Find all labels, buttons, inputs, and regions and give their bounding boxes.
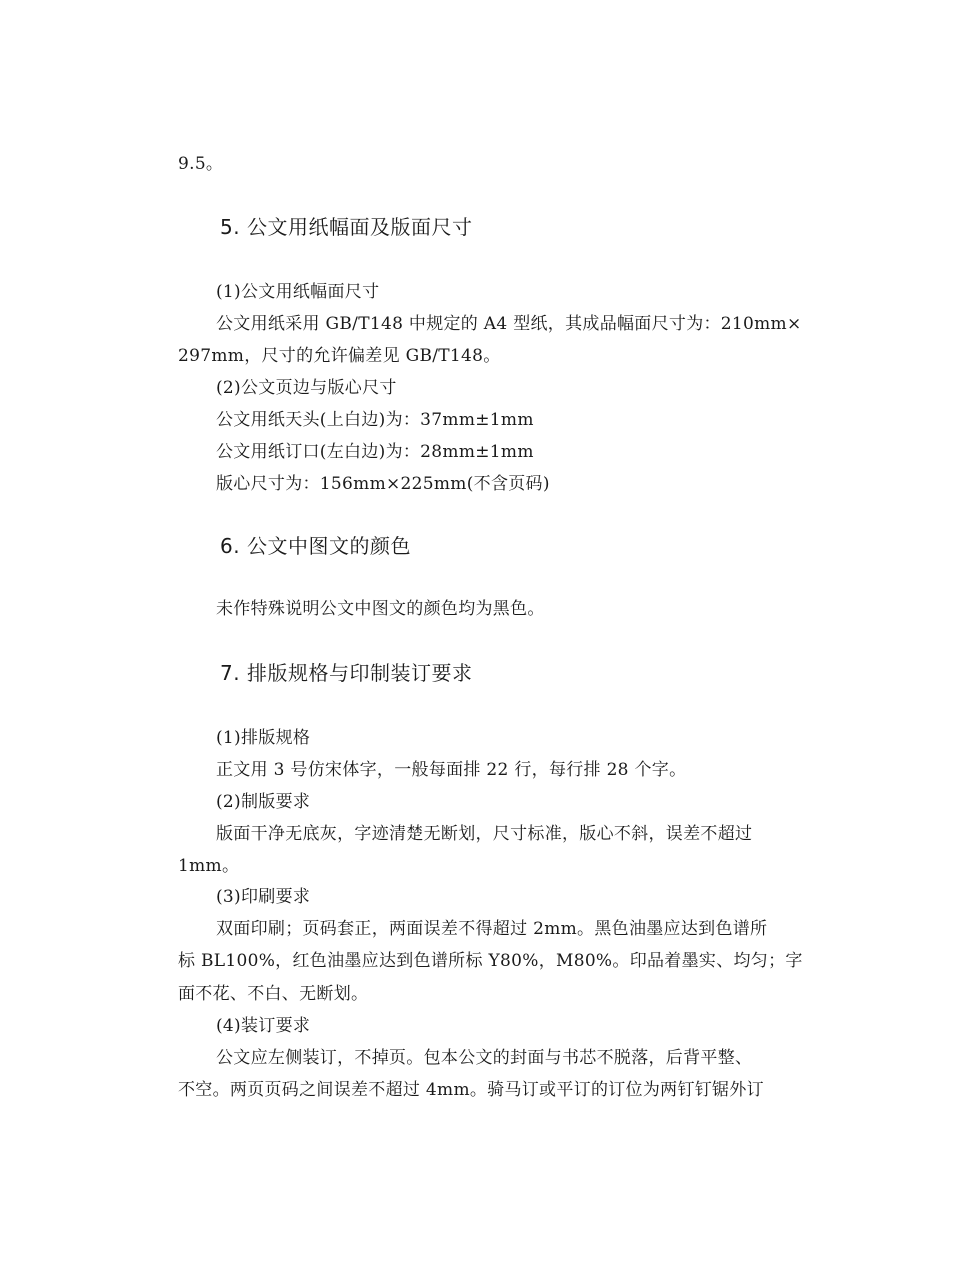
section-7-sub4-line-1: 公文应左侧装订，不掉页。包本公文的封面与书芯不脱落，后背平整、 xyxy=(216,1048,753,1068)
section-7-sub2-line-2: 1mm。 xyxy=(178,856,240,876)
section-7-sub2-title: (2)制版要求 xyxy=(216,792,311,812)
section-5-sub1-title: (1)公文用纸幅面尺寸 xyxy=(216,282,380,302)
section-6-paragraph: 未作特殊说明公文中图文的颜色均为黑色。 xyxy=(216,599,545,619)
section-7-sub3-title: (3)印刷要求 xyxy=(216,887,311,907)
section-5-sub1-paragraph-line-2: 297mm，尺寸的允许偏差见 GB/T148。 xyxy=(178,346,501,366)
section-5-sub2-line-2: 公文用纸订口(左白边)为：28mm±1mm xyxy=(216,442,534,462)
section-5-sub1-paragraph-line-1: 公文用纸采用 GB/T148 中规定的 A4 型纸，其成品幅面尺寸为：210mm× xyxy=(216,314,802,334)
section-5-sub2-title: (2)公文页边与版心尺寸 xyxy=(216,378,397,398)
section-7-sub3-line-2: 标 BL100%，红色油墨应达到色谱所标 Y80%，M80%。印品着墨实、均匀；字 xyxy=(178,951,803,971)
section-6-heading: 6. 公文中图文的颜色 xyxy=(220,534,411,558)
section-7-sub3-line-1: 双面印刷；页码套正，两面误差不得超过 2mm。黑色油墨应达到色谱所 xyxy=(216,919,768,939)
section-7-sub1-text: 正文用 3 号仿宋体字，一般每面排 22 行，每行排 28 个字。 xyxy=(216,760,687,780)
section-5-sub2-line-1: 公文用纸天头(上白边)为：37mm±1mm xyxy=(216,410,534,430)
section-7-sub1-title: (1)排版规格 xyxy=(216,728,311,748)
section-7-heading: 7. 排版规格与印制装订要求 xyxy=(220,661,473,685)
section-5-sub2-line-3: 版心尺寸为：156mm×225mm(不含页码) xyxy=(216,474,550,494)
section-5-heading: 5. 公文用纸幅面及版面尺寸 xyxy=(220,215,473,239)
section-7-sub3-line-3: 面不花、不白、无断划。 xyxy=(178,984,369,1004)
intro-line: 9.5。 xyxy=(178,154,224,174)
section-7-sub2-line-1: 版面干净无底灰，字迹清楚无断划，尺寸标准，版心不斜，误差不超过 xyxy=(216,824,753,844)
section-7-sub4-title: (4)装订要求 xyxy=(216,1016,311,1036)
section-7-sub4-line-2: 不空。两页页码之间误差不超过 4mm。骑马订或平订的订位为两钉钉锯外订 xyxy=(178,1080,764,1100)
